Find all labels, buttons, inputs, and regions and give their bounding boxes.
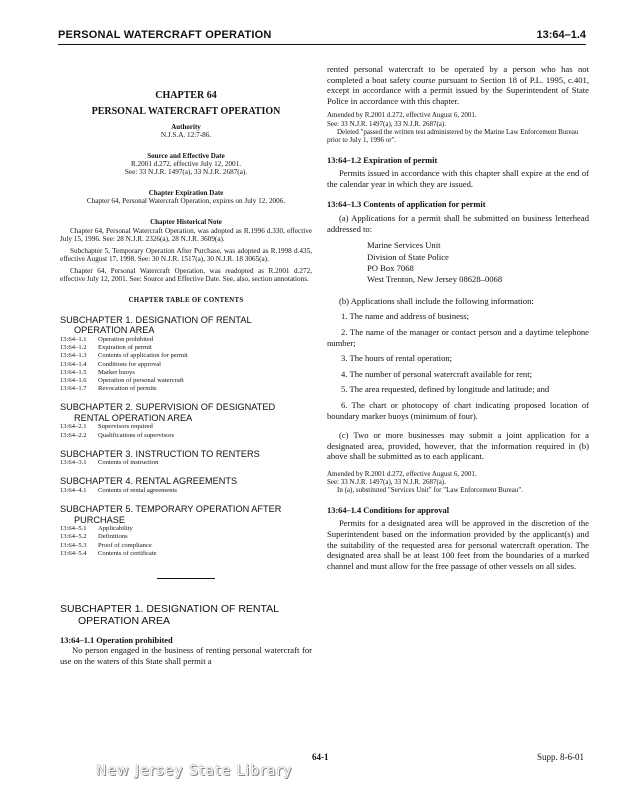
section-1-3-paragraph-a: (a) Applications for a permit shall be submitted on business letterhead addressed to: — [327, 212, 589, 234]
chapter-title: PERSONAL WATERCRAFT OPERATION — [91, 106, 281, 118]
toc-subchapter-2 — [60, 402, 312, 439]
toc-item[interactable]: 13:64–4.1 Contents of rental agreements — [60, 486, 177, 494]
library-watermark: New Jersey State Library — [96, 763, 293, 779]
section-divider — [157, 578, 215, 579]
toc-subchapter-1 — [60, 315, 312, 393]
toc-subchapter-title: SUBCHAPTER 5. TEMPORARY OPERATION AFTER — [60, 504, 282, 515]
toc-item[interactable]: 13:64–5.2 Definitions — [60, 533, 128, 541]
toc-item[interactable]: 13:64–3.1 Contents of instruction — [60, 459, 159, 467]
authority-heading: Authority — [171, 122, 201, 131]
toc-item[interactable]: 13:64–2.2 Qualifications of supervisors — [60, 431, 175, 439]
chapter-number: CHAPTER 64 — [155, 90, 217, 101]
toc-item[interactable]: 13:64–2.1 Supervisors required — [60, 423, 153, 431]
supplement-date: Supp. 8-6-01 — [537, 752, 584, 762]
expiration-heading: Chapter Expiration Date — [148, 188, 224, 197]
section-13-64-1-2-text: Permits issued in accordance with this chapter shall expire at the end of the calendar year in which they are issued. — [327, 168, 589, 189]
info-item-2: 2. The name of the manager or contact person and a daytime telephone number; — [327, 326, 589, 348]
section-13-64-1-1-text: No person engaged in the business of renting personal watercraft for use on the waters of this State shall permit a — [60, 645, 312, 666]
section-1-3-paragraph-b: (b) Applications shall include the following information: — [339, 295, 534, 306]
toc-subchapter-3 — [60, 449, 312, 468]
info-item-3: 3. The hours of rental operation; — [341, 353, 453, 364]
source-line-1: R.2001 d.272, effective July 12, 2001. — [130, 160, 242, 169]
toc-subchapter-title: SUBCHAPTER 3. INSTRUCTION TO RENTERS — [60, 448, 260, 459]
history-note-2: Subchapter 5, Temporary Operation After Purchase, was adopted as R.1998 d.435, effective August 17, 1998. See: 30 N.J.R. 1517(a), 30 N.J.R. 18 3065(a). — [60, 246, 312, 264]
section-13-64-1-4-heading: 13:64–1.4 Conditions for approval — [327, 505, 450, 515]
amendment-note-1: Amended by R.2001 d.272, effective August 6, 2001. See: 33 N.J.R. 1497(a), 33 N.J.R. 2687(a). Deleted "passed the written test administered by the Marine Law Enforcement Bureau prior to July 1, 1996 or". — [327, 111, 579, 145]
expiration-text: Chapter 64, Personal Watercraft Operation, expires on July 12, 2006. — [86, 197, 286, 206]
section-13-64-1-2-heading: 13:64–1.2 Expiration of permit — [327, 155, 438, 165]
toc-subchapter-title-cont: PURCHASE — [74, 514, 126, 525]
subchapter-1-heading: SUBCHAPTER 1. DESIGNATION OF RENTAL OPERATION AREA — [60, 602, 279, 628]
source-heading: Source and Effective Date — [147, 151, 225, 160]
mailing-address: Marine Services Unit Division of State Police PO Box 7068 West Trenton, New Jersey 08628–0068 — [367, 240, 503, 285]
amendment-note-2: Amended by R.2001 d.272, effective August 6, 2001. See: 33 N.J.R. 1497(a), 33 N.J.R. 2687(a). In (a), substituted "Services Unit" for "Law Enforcement Bureau". — [327, 469, 523, 495]
section-1-3-paragraph-c: (c) Two or more businesses may submit a joint application for a designated area, provided, however, that the information required in (b) above shall be submitted as to each applicant. — [327, 430, 589, 462]
history-note-1: Chapter 64, Personal Watercraft Operation, was adopted as R.1996 d.330, effective July 15, 1996. See: 28 N.J.R. 2326(a), 28 N.J.R. 3609(a). — [60, 227, 312, 244]
running-header — [58, 26, 586, 45]
toc-item[interactable]: 13:64–1.5 Marker buoys — [60, 368, 135, 376]
toc-item[interactable]: 13:64–1.3 Contents of application for permit — [60, 352, 188, 360]
toc-subchapter-title-cont: RENTAL OPERATION AREA — [74, 412, 193, 423]
info-item-6: 6. The chart or photocopy of chart indicating proposed location of boundary marker buoys (minimum of four). — [327, 399, 589, 421]
toc-item[interactable]: 13:64–5.1 Applicability — [60, 525, 133, 533]
page-number: 64-1 — [312, 752, 329, 762]
toc-item[interactable]: 13:64–1.4 Conditions for approval — [60, 360, 161, 368]
info-item-1: 1. The name and address of business; — [341, 311, 470, 322]
toc-item[interactable]: 13:64–1.1 Operation prohibited — [60, 335, 154, 343]
header-title: PERSONAL WATERCRAFT OPERATION — [58, 29, 272, 41]
history-note-3: Chapter 64, Personal Watercraft Operation, was readopted as R.2001 d.272, effective July 12, 2001. See: Source and Effective Date. See, also, section annotations. — [60, 266, 312, 284]
toc-subchapter-title-cont: OPERATION AREA — [74, 325, 155, 336]
toc-item[interactable]: 13:64–1.6 Operation of personal watercraft — [60, 376, 184, 384]
toc-heading: CHAPTER TABLE OF CONTENTS — [128, 296, 244, 304]
toc-subchapter-4 — [60, 476, 312, 495]
toc-subchapter-title: SUBCHAPTER 1. DESIGNATION OF RENTAL — [60, 314, 252, 325]
toc-subchapter-title: SUBCHAPTER 4. RENTAL AGREEMENTS — [60, 476, 238, 487]
toc-subchapter-5 — [60, 504, 312, 558]
toc-item[interactable]: 13:64–5.4 Contents of certificate — [60, 549, 157, 557]
section-13-64-1-4-text: Permits for a designated area will be approved in the discretion of the Superintendent based on the information provided by the applicant(s) and the suitability of the requested area for personal watercraft operation. The designated area shall be at least 100 feet from the boundaries of a marked channel and must allow for the free passage of other vessels on all sides. — [327, 518, 589, 571]
info-item-4: 4. The number of personal watercraft available for rent; — [341, 368, 532, 379]
right-column — [327, 64, 589, 571]
source-line-2: See: 33 N.J.R. 1497(a), 33 N.J.R. 2687(a). — [124, 168, 248, 177]
authority-text: N.J.S.A. 12:7-86. — [160, 131, 212, 140]
section-13-64-1-1-heading: 13:64–1.1 Operation prohibited — [60, 635, 173, 645]
history-heading: Chapter Historical Note — [150, 217, 222, 226]
toc-item[interactable]: 13:64–5.3 Proof of compliance — [60, 541, 152, 549]
toc-subchapter-title: SUBCHAPTER 2. SUPERVISION OF DESIGNATED — [60, 402, 276, 413]
section-1-1-continued: rented personal watercraft to be operated by a person who has not completed a boat safety course pursuant to Section 18 of P.L. 1995, c.401, except in accordance with a permit issued by the Superintendent of State Police in accordance with this chapter. — [327, 64, 589, 106]
header-section: 13:64–1.4 — [536, 29, 586, 41]
left-column — [60, 64, 312, 667]
toc-item[interactable]: 13:64–1.2 Expiration of permit — [60, 344, 152, 352]
section-13-64-1-3-heading: 13:64–1.3 Contents of application for permit — [327, 200, 486, 210]
info-item-5: 5. The area requested, defined by longitude and latitude; and — [341, 384, 550, 395]
toc-item[interactable]: 13:64–1.7 Revocation of permits — [60, 385, 157, 393]
